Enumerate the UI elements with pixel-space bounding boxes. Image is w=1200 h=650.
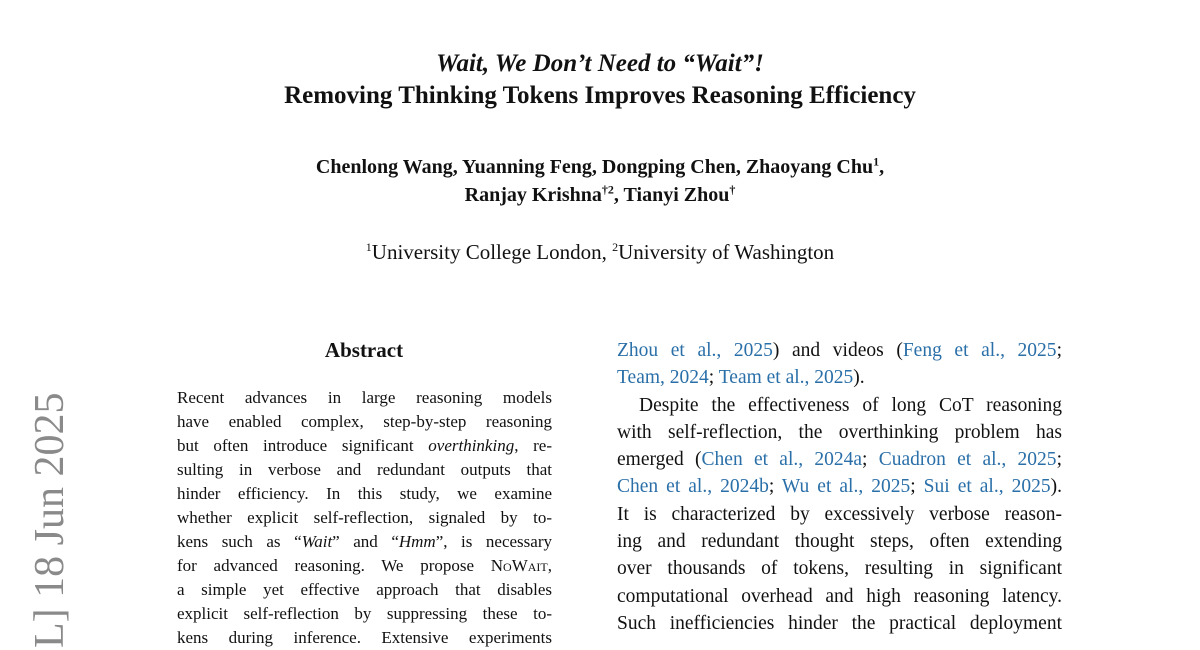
abstract-text: , <box>547 556 552 575</box>
abstract-line <box>177 530 552 554</box>
abstract-text: , re- <box>514 436 552 455</box>
author-line-2: Ranjay Krishna$^{\dagger 2}$, Tianyi Zhou† <box>464 182 736 206</box>
author-list <box>0 153 1200 209</box>
abstract-text: for advanced reasoning. We propose <box>177 556 491 575</box>
affil-marker-1: 1 <box>365 240 372 254</box>
body-text: ; <box>768 476 782 498</box>
citation-link[interactable]: Feng et al., 2025 <box>902 340 1057 361</box>
abstract-text: kens such as “ <box>177 532 302 551</box>
method-name: NoWait <box>490 556 548 575</box>
citation-link[interactable]: Team, 2024 <box>617 367 709 389</box>
arxiv-stamp: L] 18 Jun 2025 <box>27 392 73 648</box>
citation-link[interactable]: Sui et al., 2025 <box>923 476 1051 498</box>
body-line <box>617 337 1062 364</box>
body-text: ; <box>862 449 879 471</box>
author-names-1: Chenlong Wang, Yuanning Feng, Dongping Chen, Zhaoyang Chu <box>315 156 874 178</box>
abstract-line: a simple yet effective approach that disables <box>177 580 552 599</box>
title-line-2: Removing Thinking Tokens Improves Reasoning Efficiency <box>284 82 916 109</box>
body-text: ; <box>910 476 924 498</box>
abstract-body <box>177 386 552 650</box>
body-line: ing and redundant thought steps, often extending <box>617 531 1062 553</box>
abstract-line <box>177 554 552 578</box>
affil-uw: University of Washington <box>618 240 835 264</box>
citation-link[interactable]: Chen et al., 2024a <box>701 449 863 471</box>
citation-link[interactable]: Cuadron et al., 2025 <box>878 449 1057 471</box>
citation-link[interactable]: Chen et al., 2024b <box>617 476 769 498</box>
body-line <box>617 446 1062 473</box>
abstract-line: hinder efficiency. In this study, we examine <box>177 484 552 503</box>
abstract-emphasis: Hmm <box>398 532 436 551</box>
abstract-text: ” and “ <box>332 532 399 551</box>
author-line-1: Chenlong Wang, Yuanning Feng, Dongping Chen, Zhaoyang Chu$^1$, <box>315 154 885 178</box>
title-line-1: Wait, We Don’t Need to “Wait”! <box>436 50 764 77</box>
abstract-text: but often introduce significant <box>177 436 429 455</box>
right-column-body <box>617 337 1062 637</box>
author-affil-marker: † <box>729 182 736 197</box>
affil-ucl: University College London, <box>371 240 613 264</box>
affiliations <box>0 238 1200 266</box>
paper-title <box>0 48 1200 112</box>
body-text: ). <box>1050 476 1062 498</box>
body-text: ; <box>1056 449 1062 471</box>
abstract-line <box>177 434 552 458</box>
abstract-line: have enabled complex, step-by-step reasoning <box>177 412 552 431</box>
abstract-heading: Abstract <box>324 338 404 362</box>
body-line: with self-reflection, the overthinking problem has <box>617 421 1062 443</box>
abstract-emphasis: Wait <box>301 532 333 551</box>
citation-link[interactable]: Zhou et al., 2025 <box>617 340 773 361</box>
abstract-emphasis: overthinking <box>428 436 515 455</box>
citation-link[interactable]: Team et al., 2025 <box>718 367 854 389</box>
author-affil-marker: †2 <box>601 182 614 197</box>
body-line: computational overhead and high reasoning latency. <box>617 585 1062 607</box>
body-line <box>617 473 1062 500</box>
abstract-line: explicit self-reflection by suppressing these to- <box>177 604 552 623</box>
abstract-line: kens during inference. Extensive experiments <box>177 628 552 647</box>
citation-link[interactable]: Wu et al., 2025 <box>781 476 911 498</box>
body-text: ) and videos ( <box>772 340 903 361</box>
body-text: ; <box>708 367 719 389</box>
body-text: ). <box>853 367 865 389</box>
abstract-text: ”, is necessary <box>435 532 552 551</box>
body-line: It is characterized by excessively verbose reason- <box>617 503 1062 525</box>
body-line: Such inefficiencies hinder the practical deployment <box>617 612 1062 634</box>
abstract-line: whether explicit self-reflection, signaled by to- <box>177 508 552 527</box>
body-text: emerged ( <box>617 449 702 471</box>
abstract-line: sulting in verbose and redundant outputs that <box>177 460 552 479</box>
body-line: Despite the effectiveness of long CoT reasoning <box>639 394 1062 416</box>
affil-marker-2: 2 <box>612 240 619 254</box>
body-text: ; <box>1056 340 1062 361</box>
body-line <box>617 364 1062 391</box>
abstract-line: Recent advances in large reasoning models <box>177 388 552 407</box>
author-name-tianyi: Tianyi Zhou <box>623 184 730 206</box>
author-affil-marker: 1 <box>873 154 880 169</box>
body-line: over thousands of tokens, resulting in significant <box>617 558 1062 580</box>
author-name-ranjay: Ranjay Krishna <box>464 184 602 206</box>
